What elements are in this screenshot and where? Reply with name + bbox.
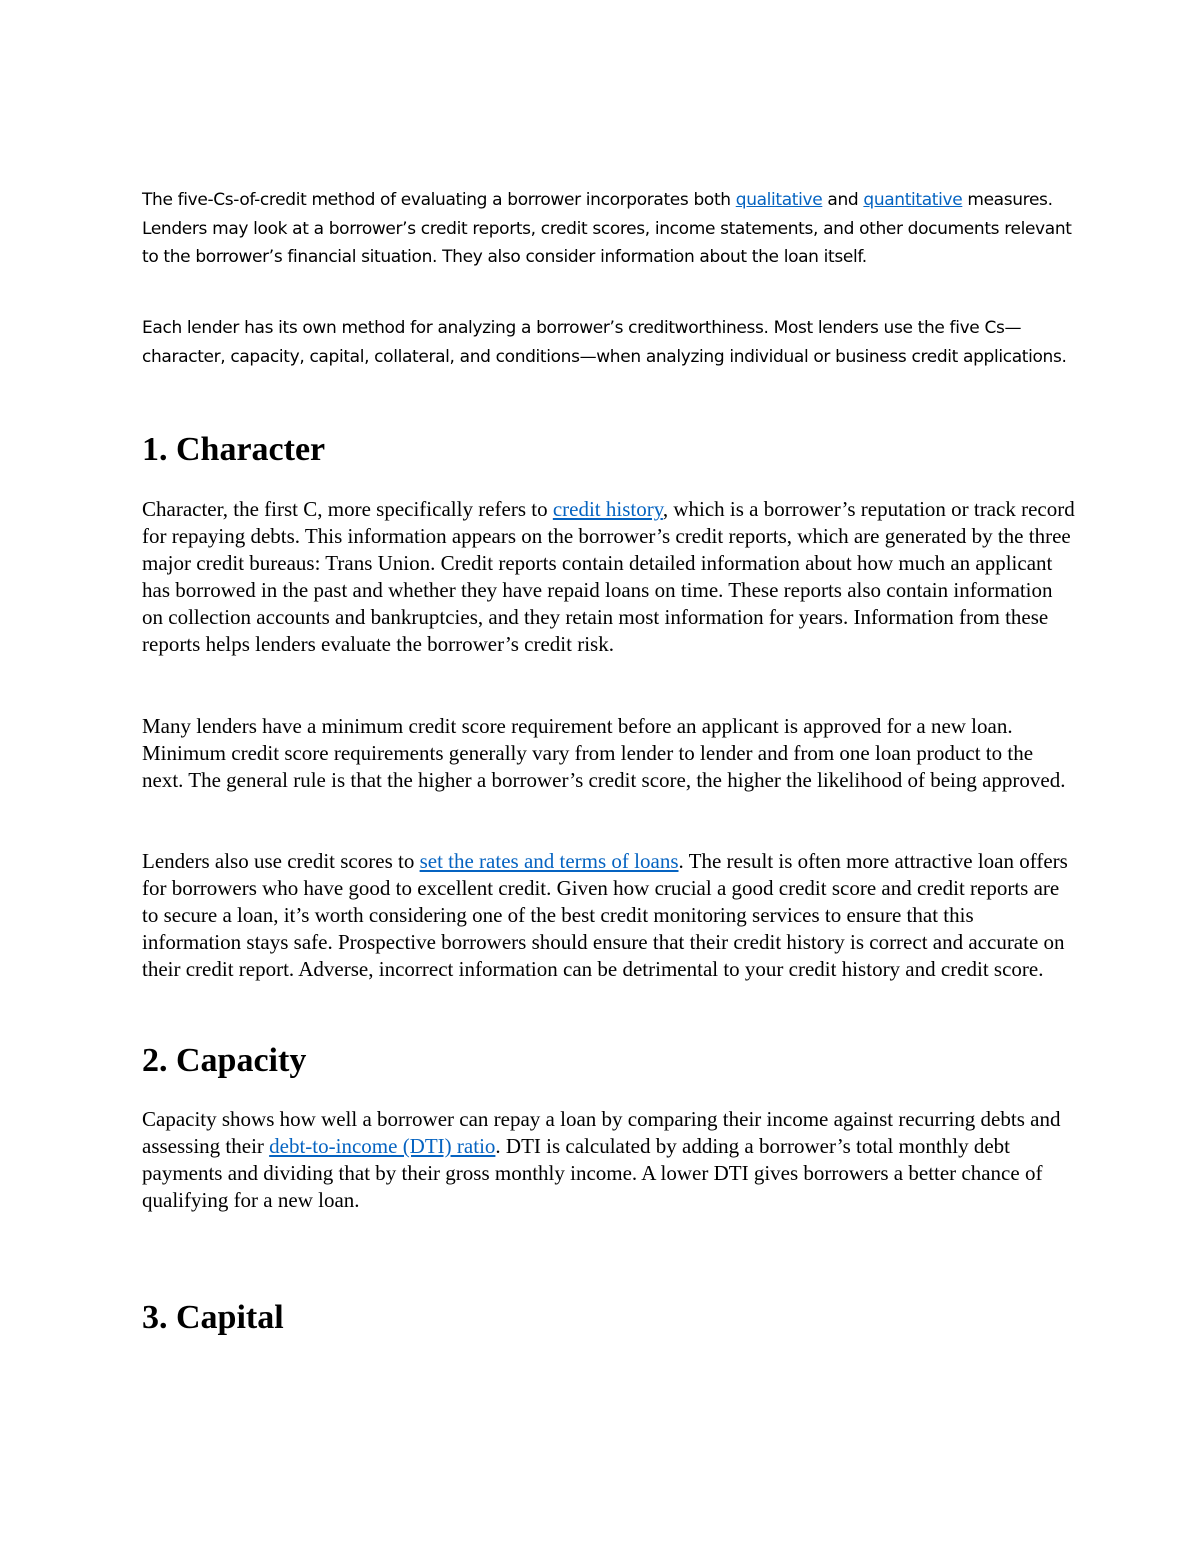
capacity-text: Capacity shows how well a borrower can repay a loan by comparing their income against recurring debts and assessing their [142,1107,1061,1158]
intro-paragraph-1 [142,186,1072,272]
qualitative-link[interactable]: qualitative [735,190,823,210]
heading-capacity: 2. Capacity [142,1042,307,1079]
character-paragraph-2: Many lenders have a minimum credit score requirement before an applicant is approved for a new loan. Minimum credit score requirements generally vary from lender to lender and from one loan product to the next. The general rule is that the higher a borrower’s credit score, the higher the likelihood of being approved. [142,714,1066,792]
intro-text: measures. Lenders may look at a borrower’s credit reports, credit scores, income statements, and other documents relevant to the borrower’s financial situation. They also consider information about the loan itself. [142,190,1072,267]
credit-history-link[interactable]: credit history [552,497,663,521]
character-text: , which is a borrower’s reputation or track record for repaying debts. This information appears on the borrower’s credit reports, which are generated by the three major credit bureaus: Trans Union. Credit reports contain detailed information about how much an applicant has borrowed in the past and whether they have repaid loans on time. These reports also contain information on collection accounts and bankruptcies, and they retain most information for years. Information from these reports helps lenders evaluate the borrower’s credit risk. [142,497,1075,656]
rates-terms-link[interactable]: set the rates and terms of loans [419,849,679,873]
intro-paragraph-2: Each lender has its own method for analyzing a borrower’s creditworthiness. Most lenders use the five Cs—character, capacity, capital, collateral, and conditions—when analyzing individual or business credit applications. [142,318,1067,367]
character-paragraph-1 [142,496,1077,658]
capacity-text: . DTI is calculated by adding a borrower’s total monthly debt payments and dividing that by their gross monthly income. A lower DTI gives borrowers a better chance of qualifying for a new loan. [142,1134,1043,1212]
dti-ratio-link[interactable]: debt-to-income (DTI) ratio [269,1134,496,1158]
heading-capital: 3. Capital [142,1299,284,1336]
character-paragraph-3 [142,848,1077,983]
quantitative-link[interactable]: quantitative [863,190,963,210]
heading-character: 1. Character [142,431,326,468]
character-text: . The result is often more attractive loan offers for borrowers who have good to excellent credit. Given how crucial a good credit score and credit reports are to secure a loan, it’s worth considering one of the best credit monitoring services to ensure that this information stays safe. Prospective borrowers should ensure that their credit history is correct and accurate on their credit report. Adverse, incorrect information can be detrimental to your credit history and credit score. [142,849,1068,981]
character-text: Character, the first C, more specifically refers to [142,497,553,521]
intro-text: and [822,190,864,210]
capacity-paragraph-1 [142,1106,1077,1214]
character-text: Lenders also use credit scores to [142,849,420,873]
intro-text: The five-Cs-of-credit method of evaluating a borrower incorporates both [142,190,736,210]
